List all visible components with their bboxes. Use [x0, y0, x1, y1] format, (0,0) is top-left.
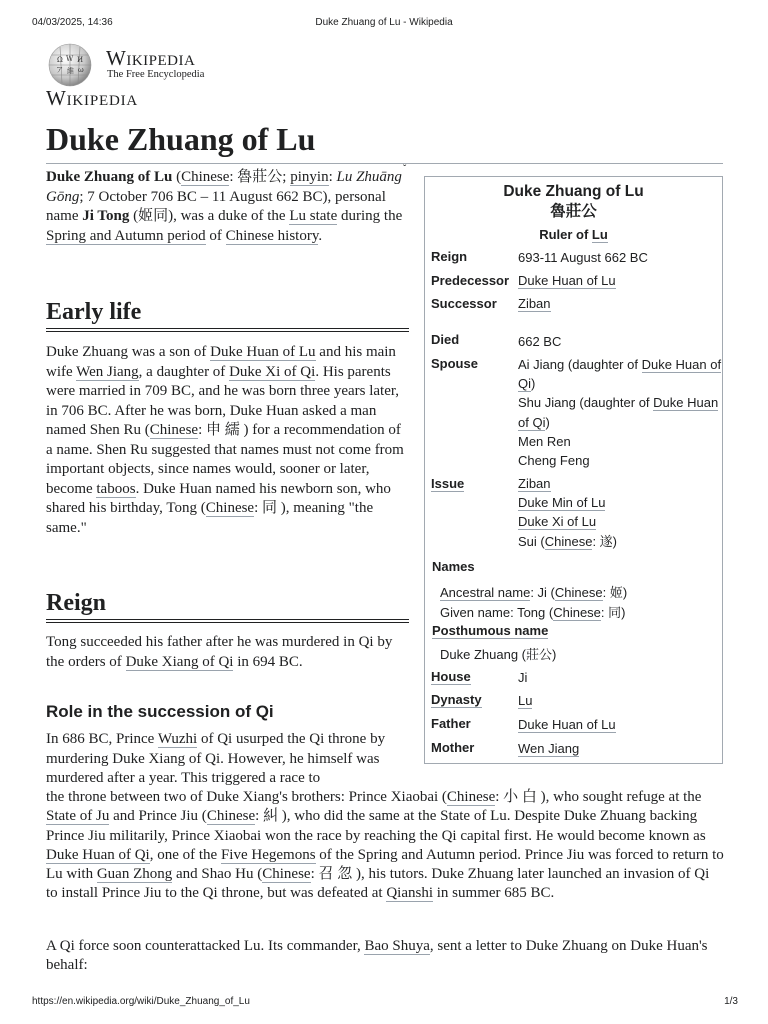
svg-text:ω: ω [78, 66, 84, 74]
infobox-title [425, 182, 722, 222]
subject-name: Duke Zhuang of Lu [46, 169, 173, 185]
heading-early-life: Early life [46, 299, 142, 325]
link-duke-xi-lu[interactable]: Duke Xi of Lu [518, 514, 597, 530]
text: Ai Jiang (daughter of [518, 357, 642, 372]
text: , one of the [149, 846, 221, 863]
link-wen-jiang[interactable]: Wen Jiang [76, 363, 139, 380]
link-pinyin[interactable]: pinyin [290, 169, 329, 185]
spouse-item [518, 393, 722, 431]
infobox-label-mother: Mother [431, 740, 475, 755]
heading-succession: Role in the succession of Qi [46, 702, 274, 721]
infobox-value-mother [518, 739, 722, 758]
text: of [205, 227, 226, 244]
title-divider [46, 163, 723, 164]
text: In 686 BC, Prince [46, 731, 158, 747]
print-document-title: Duke Zhuang of Lu - Wikipedia [315, 17, 453, 28]
link-qianshi[interactable]: Qianshi [386, 885, 434, 902]
link-chinese[interactable]: Chinese [446, 789, 496, 805]
text: ) [545, 414, 550, 430]
text: of the Spring and Autumn period. Prince Jiu was forced to return to Lu with [46, 846, 724, 883]
link-lu-state[interactable]: Lu state [289, 208, 338, 224]
pinyin-text: Lu Zhuāng Gōng [46, 169, 402, 205]
link-house[interactable]: House [431, 669, 471, 684]
infobox-label-dynasty [431, 692, 482, 707]
heading-rule [46, 328, 409, 332]
infobox-value-successor [518, 294, 722, 313]
infobox-value-posthumous: Duke Zhuang (莊公) [440, 647, 557, 662]
svg-text:И: И [77, 56, 84, 64]
text: ( [172, 169, 182, 185]
succession-paragraph-top [46, 730, 410, 789]
infobox-label-house [431, 669, 471, 684]
link-chinese[interactable]: Chinese [554, 585, 603, 600]
issue-item [518, 493, 722, 512]
text: and Prince Jiu ( [109, 808, 207, 825]
page-title: Duke Zhuang of Lu [46, 121, 316, 157]
svg-text:ア: ア [56, 66, 63, 74]
infobox-label-spouse: Spouse [431, 356, 478, 371]
infobox-label-died: Died [431, 332, 460, 347]
link-duke-huan-lu[interactable]: Duke Huan of Lu [210, 344, 316, 360]
link-ziban[interactable]: Ziban [518, 296, 551, 311]
text: in 694 BC. [233, 653, 303, 670]
link-guan-zhong[interactable]: Guan Zhong [96, 866, 173, 883]
text: : 小 白 ), who sought refuge at the [495, 789, 702, 805]
svg-text:Ω: Ω [57, 56, 63, 64]
heading-rule [46, 619, 409, 623]
infobox-value-house: Ji [518, 670, 528, 685]
text: , a daughter of [138, 363, 230, 380]
infobox-label-posthumous [432, 623, 548, 638]
link-wen-jiang[interactable]: Wen Jiang [518, 741, 580, 756]
link-dynasty[interactable]: Dynasty [431, 692, 482, 707]
infobox-value-reign: 693-11 August 662 BC [518, 250, 648, 265]
infobox-label-predecessor: Predecessor [431, 273, 510, 288]
link-chinese[interactable]: Chinese [206, 808, 256, 825]
text: . Duke Huan named his newborn son, who shared his birthday, Tong ( [46, 480, 391, 516]
issue-item [518, 512, 722, 531]
text: ) [531, 376, 536, 392]
text: : [328, 169, 337, 185]
wikipedia-globe-logo[interactable] [44, 43, 96, 87]
link-ziban[interactable]: Ziban [518, 476, 551, 491]
link-state-of-ju[interactable]: State of Ju [46, 808, 110, 825]
text: Tong succeeded his father after he was murdered in Qi by the orders of [46, 634, 393, 670]
text: : 糾 ), who did the same at the State of Lu. Despite Duke Zhuang backing Prince Jiu militarily, Prince Xiaobai won the race by reaching the Qi capital first. He would become known as [46, 808, 706, 844]
infobox-label-successor: Successor [431, 296, 497, 311]
link-five-hegemons[interactable]: Five Hegemons [220, 846, 316, 863]
text: : 申 繻 ) for a recommendation of a name. Shen Ru suggested that names must not come from important objects, since names would, sooner or later, become [46, 422, 404, 497]
lead-paragraph [46, 168, 411, 246]
text: Given name: Tong ( [440, 605, 554, 620]
text: Sui ( [518, 533, 545, 549]
text: : 召 忽 ), his tutors. Duke Zhuang later launched an invasion of Qi to install Prince Jiu to the Qi throne, but was defeated at [46, 866, 710, 902]
text: : 遂) [592, 533, 617, 549]
text: the throne between two of Duke Xiang's brothers: Prince Xiaobai ( [46, 789, 447, 805]
infobox-label-reign: Reign [431, 249, 468, 264]
infobox-value-issue [518, 474, 722, 551]
text: and Shao Hu ( [172, 866, 263, 883]
infobox-label-father: Father [431, 716, 471, 731]
infobox-label-names: Names [432, 559, 475, 574]
link-chinese[interactable]: Chinese [205, 500, 255, 516]
text: : 姬) [602, 585, 628, 600]
reign-paragraph [46, 633, 410, 672]
link-duke-huan-lu[interactable]: Duke Huan of Lu [518, 273, 616, 288]
link-chinese[interactable]: Chinese [553, 605, 601, 620]
succession-paragraph [46, 788, 724, 904]
wikipedia-tagline: The Free Encyclopedia [107, 69, 205, 80]
link-bao-shuya[interactable]: Bao Shuya [364, 938, 430, 954]
text: : 同) [600, 605, 626, 620]
svg-text:維: 維 [67, 67, 74, 75]
link-ancestral-name[interactable]: Ancestral name [440, 585, 531, 600]
infobox-ruler-of [425, 227, 722, 242]
print-url[interactable]: https://en.wikipedia.org/wiki/Duke_Zhuang_of_Lu [32, 996, 250, 1007]
link-chinese[interactable]: Chinese [262, 866, 311, 883]
text: : Ji ( [530, 585, 555, 600]
issue-item [518, 474, 722, 493]
wikipedia-wordmark-secondary: Wikipedia [46, 86, 139, 110]
infobox-value-father [518, 715, 722, 734]
infobox-value-predecessor [518, 271, 722, 290]
link-lu[interactable]: Lu [518, 693, 533, 708]
issue-item [518, 532, 722, 551]
text: in summer 685 BC. [433, 885, 555, 902]
link-duke-huan-lu[interactable]: Duke Huan of Lu [518, 717, 616, 732]
text: and his main wife [46, 344, 396, 380]
link-chinese[interactable]: Chinese [544, 533, 593, 549]
spouse-item [518, 355, 722, 393]
text: Shu Jiang (daughter of [518, 395, 654, 411]
infobox-value-spouse [518, 355, 722, 470]
link-wuzhi[interactable]: Wuzhi [157, 731, 198, 747]
text: ; 7 October 706 BC – 11 August 662 BC), personal name [46, 188, 386, 224]
link-duke-huan-qi[interactable]: Duke Huan of Qi [518, 395, 719, 430]
infobox [424, 176, 723, 764]
link-duke-huan-qi[interactable]: Duke Huan of Qi [46, 846, 150, 863]
link-duke-huan-qi[interactable]: Duke Huan of Qi [518, 357, 722, 392]
text: : 魯莊公; [229, 169, 291, 185]
link-lu[interactable]: Lu [591, 227, 608, 242]
print-datetime: 04/03/2025, 14:36 [32, 17, 113, 28]
text: of Qi usurped the Qi throne by murdering Duke Xiang of Qi. However, he himself was murdered after a year. This triggered a race to [46, 731, 386, 786]
link-duke-min-lu[interactable]: Duke Min of Lu [518, 495, 606, 511]
heading-reign: Reign [46, 590, 106, 616]
bao-shuya-paragraph [46, 937, 724, 976]
text: , sent a letter to Duke Zhuang on Duke Huan's behalf: [46, 938, 708, 974]
infobox-value-dynasty [518, 691, 722, 710]
link-duke-xiang-qi[interactable]: Duke Xiang of Qi [125, 653, 234, 670]
link-chinese[interactable]: Chinese [181, 169, 230, 185]
svg-text:W: W [66, 55, 74, 63]
language-indicator[interactable]: ˇ [403, 164, 407, 175]
text: Ruler of [539, 227, 592, 242]
spouse-item: Men Ren [518, 433, 571, 449]
infobox-label-issue [431, 476, 464, 491]
link-duke-xi-qi[interactable]: Duke Xi of Qi [229, 363, 316, 380]
link-chinese[interactable]: Chinese [149, 422, 199, 438]
print-page-number: 1/3 [724, 996, 738, 1007]
text: during the [337, 208, 403, 224]
early-life-paragraph [46, 343, 410, 538]
text: Duke Zhuang was a son of [46, 344, 211, 360]
infobox-value-died: 662 BC [518, 334, 562, 349]
infobox-given-name [440, 602, 625, 621]
text: . [318, 227, 323, 244]
link-spring-autumn[interactable]: Spring and Autumn period [46, 227, 206, 244]
link-posthumous-name[interactable]: Posthumous name [432, 623, 549, 638]
infobox-title-chinese: 魯莊公 [550, 203, 597, 220]
spouse-item: Cheng Feng [518, 453, 590, 469]
text: (姬同), was a duke of the [129, 208, 290, 224]
wikipedia-wordmark[interactable]: Wikipedia [106, 46, 196, 70]
link-issue[interactable]: Issue [431, 476, 465, 491]
text: A Qi force soon counterattacked Lu. Its commander, [46, 938, 365, 954]
infobox-ancestral-name [440, 582, 627, 601]
infobox-title-name: Duke Zhuang of Lu [503, 183, 644, 200]
link-chinese-history[interactable]: Chinese history [225, 227, 319, 244]
text: . His parents were married in 709 BC, and he was born three years later, in 706 BC. After he was born, Duke Huan asked a man named Shen Ru ( [46, 363, 400, 438]
link-taboos[interactable]: taboos [96, 480, 136, 497]
personal-name: Ji Tong [82, 208, 130, 224]
text: : 同 ), meaning "the same." [46, 500, 374, 536]
